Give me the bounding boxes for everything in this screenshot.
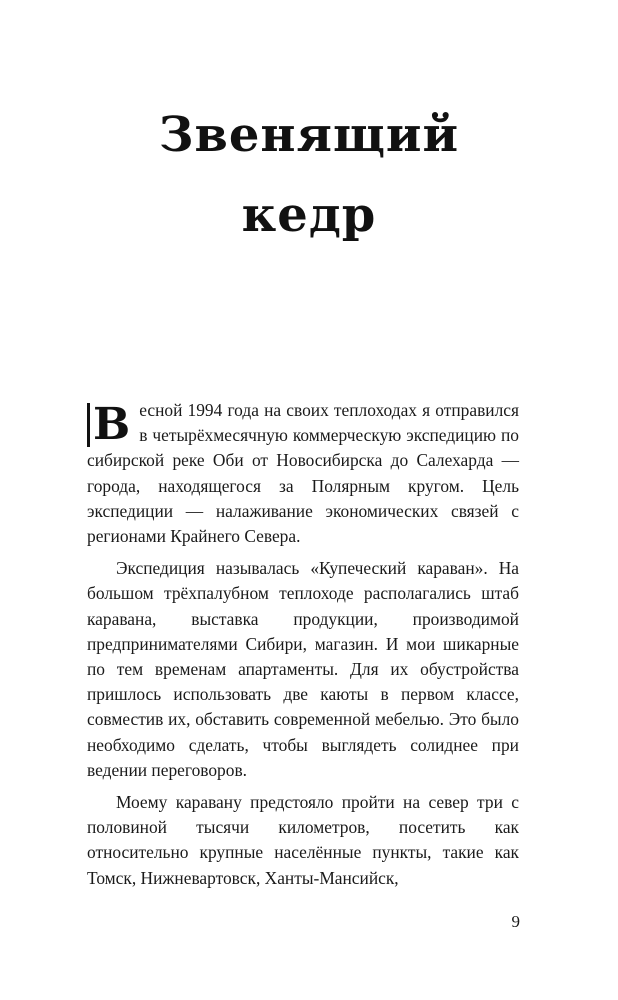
paragraph-3: Моему каравану предстояло пройти на север три с половиной тысячи километров, посетить как относительно крупные населённые пункты, такие как Томск, Нижневартовск, Ханты-Мансийск, xyxy=(87,792,519,888)
page-number: 9 xyxy=(511,912,520,931)
paragraph-1 xyxy=(87,398,519,549)
drop-cap: В xyxy=(87,403,133,447)
paragraph-2: Экспедиция называлась «Купеческий караван». На большом трёхпалубном теплоходе располагались штаб каравана, выставка продукции, производимой предпринимателями Сибири, магазин. И мои шикарные по тем временам апартаменты. Для их обустройства пришлось использовать две каюты в первом классе, совместив их, обставить современной мебелью. Это было необходимо сделать, чтобы выглядеть солиднее при ведении переговоров. xyxy=(87,558,519,780)
chapter-title xyxy=(0,95,618,255)
chapter-title-line-1: Звенящий xyxy=(158,107,460,163)
body-text xyxy=(87,398,519,898)
paragraph-1-text: есной 1994 года на своих теплоходах я отправился в четырёхмесячную коммерческую экспедицию по сибирской реке Оби от Новосибирска до Салехарда — города, находящегося за Полярным кругом. Цель экспедиции — налаживание экономических связей с регионами Крайнего Севера. xyxy=(87,400,519,547)
chapter-title-line-2: кедр xyxy=(241,187,377,243)
